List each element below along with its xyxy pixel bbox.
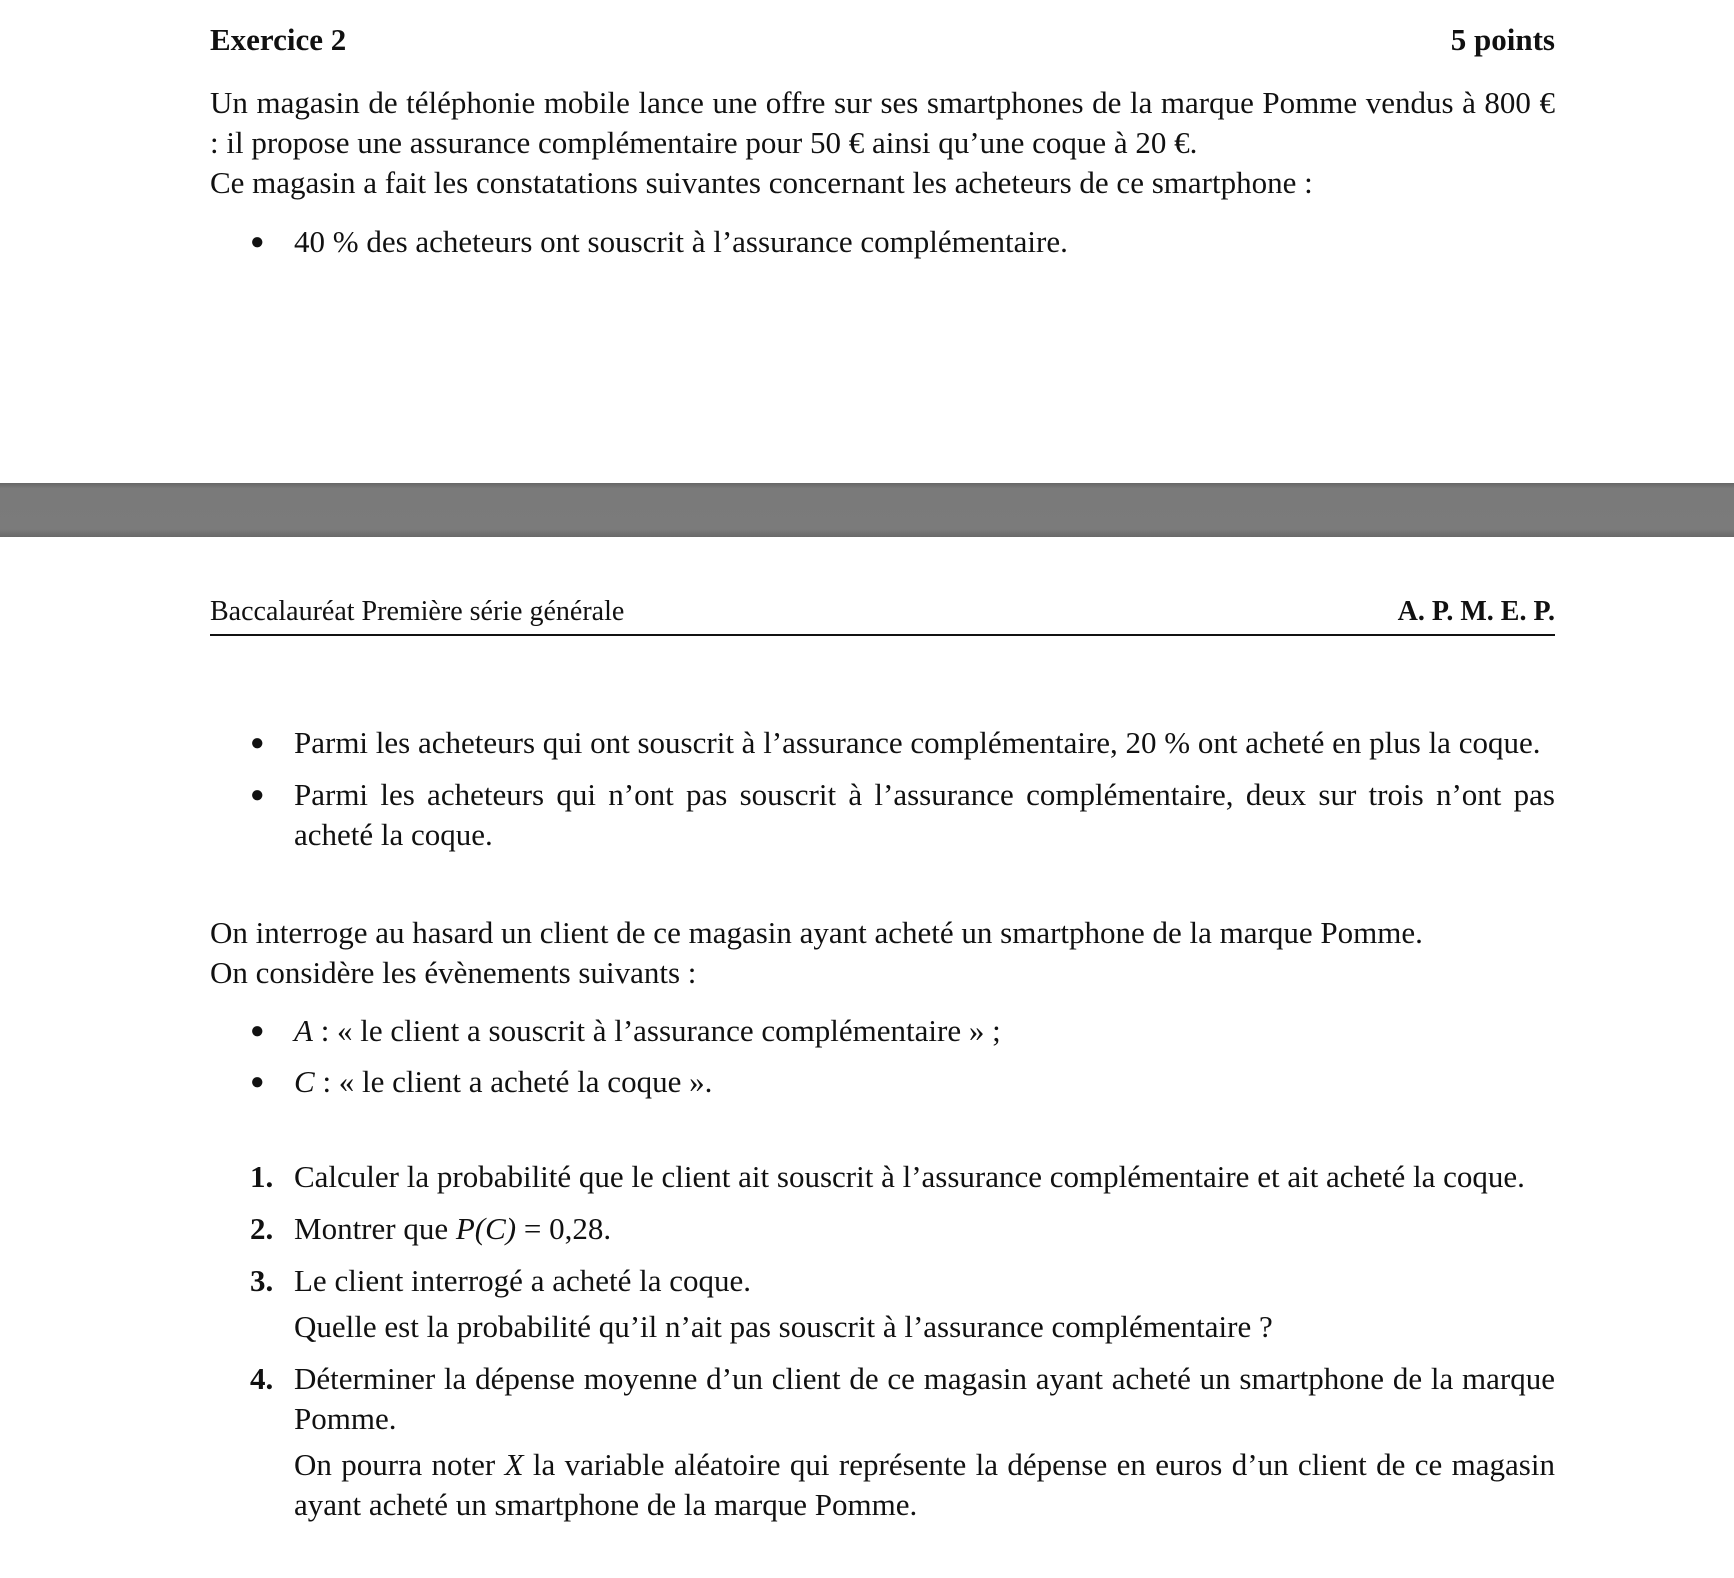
- bullet-icon: ●: [250, 782, 265, 808]
- question-2: 2. Montrer que P(C) = 0,28.: [210, 1209, 1555, 1249]
- math-variable: X: [504, 1447, 524, 1482]
- running-header: [210, 596, 1555, 636]
- event-item-a: ● A : « le client a souscrit à l’assurance complémentaire » ;: [210, 1011, 1555, 1051]
- exercise-header: [210, 22, 1555, 58]
- context-paragraph: On interroge au hasard un client de ce magasin ayant acheté un smartphone de la marque Pomme. On considère les évènements suivants :: [210, 915, 1423, 990]
- exercise-points: 5 points: [1450, 22, 1555, 57]
- math-expression: P(C): [455, 1211, 517, 1246]
- running-header-title: Baccalauréat Première série générale: [210, 596, 625, 627]
- page-separator: [0, 483, 1734, 537]
- event-item-c: ● C : « le client a acheté la coque ».: [210, 1062, 1555, 1102]
- questions-list: [210, 1157, 1555, 1525]
- question-1: 1. Calculer la probabilité que le client ait souscrit à l’assurance complémentaire et ait acheté la coque.: [210, 1157, 1555, 1197]
- question-number: 1.: [250, 1159, 274, 1194]
- question-number: 3.: [250, 1263, 274, 1298]
- list-item: ● 40 % des acheteurs ont souscrit à l’assurance complémentaire.: [210, 222, 1555, 262]
- bullet-icon: ●: [250, 730, 265, 756]
- question-number: 2.: [250, 1211, 274, 1246]
- running-header-org: A. P. M. E. P.: [1397, 596, 1555, 627]
- page2-bullet-list: [210, 723, 1555, 855]
- question-number: 4.: [250, 1361, 274, 1396]
- event-symbol: A: [294, 1013, 313, 1048]
- question-4: 4. Déterminer la dépense moyenne d’un client de ce magasin ayant acheté un smartphone de la marque Pomme. On pourra noter X la variable aléatoire qui représente la dépense en euros d’un client de ce magasin ayant acheté un smartphone de la marque Pomme.: [210, 1359, 1555, 1525]
- question-3: 3. Le client interrogé a acheté la coque. Quelle est la probabilité qu’il n’ait pas souscrit à l’assurance complémentaire ?: [250, 1263, 1273, 1344]
- list-item: ● Parmi les acheteurs qui ont souscrit à l’assurance complémentaire, 20 % ont acheté en plus la coque.: [210, 723, 1555, 763]
- list-item: ● Parmi les acheteurs qui n’ont pas souscrit à l’assurance complémentaire, deux sur trois n’ont pas acheté la coque.: [250, 777, 1555, 852]
- exercise-intro: [210, 83, 1555, 203]
- bullet-icon: ●: [250, 229, 265, 255]
- intro-paragraph: Un magasin de téléphonie mobile lance une offre sur ses smartphones de la marque Pomme vendus à 800 € : il propose une assurance complémentaire pour 50 € ainsi qu’une coque à 20 €.: [210, 85, 1555, 160]
- question-4-note: On pourra noter X la variable aléatoire qui représente la dépense en euros d’un client de ce magasin ayant acheté un smartphone de la marque Pomme.: [294, 1447, 1555, 1522]
- exercise-title: Exercice 2: [210, 22, 347, 57]
- page1-bullet-list: [210, 222, 1555, 262]
- bullet-icon: ●: [250, 1018, 265, 1044]
- intro-paragraph-2: Ce magasin a fait les constatations suivantes concernant les acheteurs de ce smartphone :: [210, 165, 1313, 200]
- bullet-icon: ●: [250, 1069, 265, 1095]
- events-list: [210, 1011, 1555, 1102]
- event-symbol: C: [294, 1064, 315, 1099]
